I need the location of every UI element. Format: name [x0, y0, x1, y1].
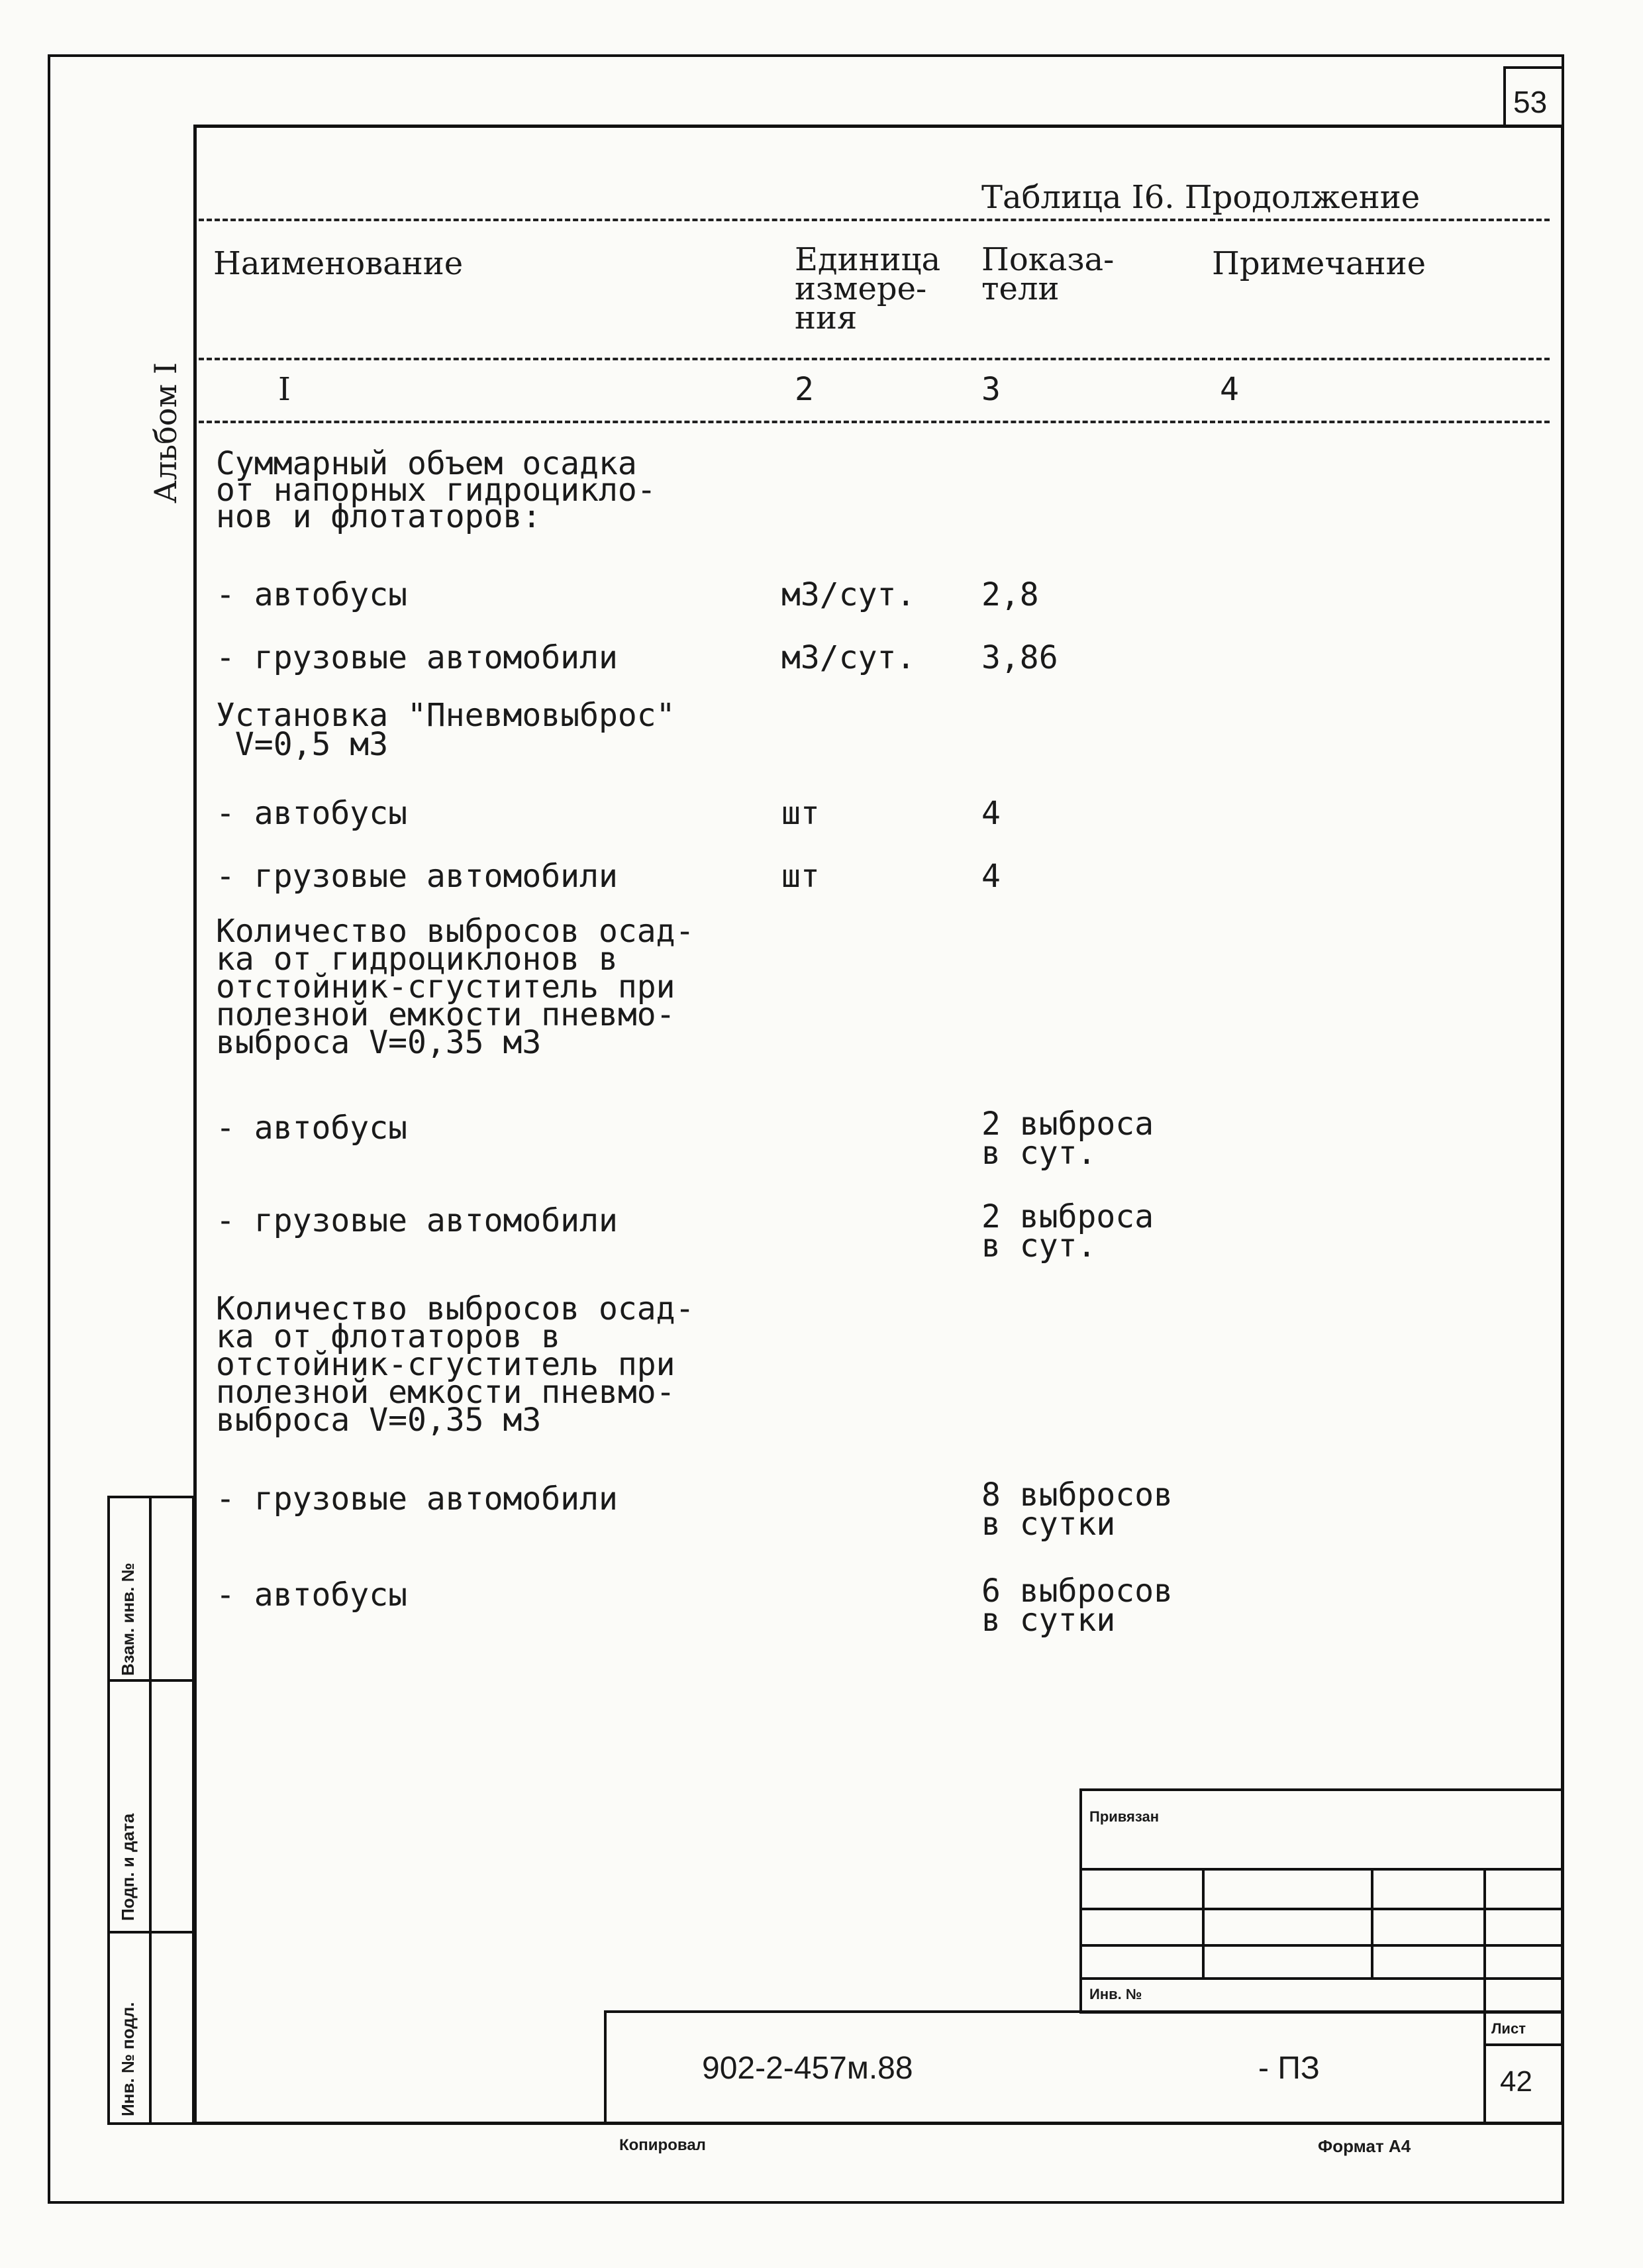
colnum-2: 2 — [795, 371, 814, 408]
colnum-4: 4 — [1220, 371, 1239, 408]
privyazan-h4 — [1079, 1977, 1564, 1980]
row-name-7: - автобусы — [216, 1109, 407, 1147]
row-name-3: Установка "Пневмовыброс" V=0,5 м3 — [216, 697, 675, 763]
privyazan-h2 — [1079, 1908, 1564, 1910]
side-stamp-vzam: Взам. инв. № — [118, 1563, 138, 1676]
row-unit-2: м3/сут. — [781, 639, 916, 676]
sheet-label-divider — [1483, 2043, 1564, 2046]
row-name-9: Количество выбросов осад- ка от флотаторов в отстойник-сгуститель при полезной емкости пневмо- выброса V=0,35 м3 — [216, 1290, 695, 1439]
privyazan-h1 — [1079, 1868, 1564, 1871]
header-bottom-rule — [199, 358, 1550, 360]
row-name-0: Суммарный объем осадка от напорных гидроциклo- нов и флотаторов: — [216, 445, 656, 535]
footer-copied: Копировал — [619, 2136, 706, 2154]
colnum-3: 3 — [981, 371, 1001, 408]
row-value-11: 6 выбросов в сутки — [981, 1572, 1173, 1639]
row-value-4: 4 — [981, 795, 1001, 832]
table-caption: Таблица I6. Продолжение — [981, 179, 1420, 216]
row-name-2: - грузовые автомобили — [216, 639, 618, 676]
row-value-7: 2 выброса в сут. — [981, 1106, 1154, 1172]
inv-no-label: Инв. № — [1089, 1986, 1142, 2002]
row-value-8: 2 выброса в сут. — [981, 1198, 1154, 1264]
row-name-10: - грузовые автомобили — [216, 1480, 618, 1518]
side-stamp-sep-2 — [107, 1931, 195, 1933]
header-name: Наименование — [213, 245, 464, 282]
side-stamp-podp: Подп. и дата — [118, 1813, 138, 1921]
privyazan-label: Привязан — [1089, 1808, 1160, 1825]
sheet-label: Лист — [1491, 2020, 1526, 2037]
row-name-5: - грузовые автомобили — [216, 858, 618, 895]
sheet-value: 42 — [1500, 2065, 1532, 2098]
top-sheet-number: 53 — [1513, 85, 1548, 119]
album-label: Альбом I — [148, 362, 183, 503]
side-stamp-sep-1 — [107, 1679, 195, 1682]
privyazan-v2 — [1371, 1868, 1373, 1977]
row-unit-5: шт — [781, 858, 820, 895]
document-code: 902-2-457м.88 — [702, 2051, 913, 2086]
document-section: - ПЗ — [1258, 2051, 1320, 2086]
header-note: Примечание — [1212, 245, 1426, 282]
header-value: Показа- тели — [981, 241, 1115, 307]
footer-format: Формат А4 — [1318, 2136, 1411, 2156]
header-unit: Единица измере- ния — [795, 241, 941, 336]
privyazan-v1 — [1202, 1868, 1205, 1977]
privyazan-h3 — [1079, 1944, 1564, 1947]
row-value-10: 8 выбросов в сутки — [981, 1476, 1173, 1543]
colnum-1: I — [278, 371, 291, 408]
row-value-1: 2,8 — [981, 576, 1039, 613]
header-top-rule — [199, 219, 1550, 221]
row-name-8: - грузовые автомобили — [216, 1202, 618, 1239]
row-value-2: 3,86 — [981, 639, 1058, 676]
row-name-1: - автобусы — [216, 576, 407, 613]
colnum-bottom-rule — [199, 421, 1550, 423]
row-unit-1: м3/сут. — [781, 576, 916, 613]
side-stamp-divider — [149, 1496, 152, 2125]
row-value-5: 4 — [981, 858, 1001, 895]
row-name-11: - автобусы — [216, 1576, 407, 1614]
side-stamp-invpodl: Инв. № подл. — [118, 2002, 138, 2116]
sheet-col-divider — [1483, 2010, 1486, 2125]
row-name-6: Количество выбросов осад- ка от гидроциклонов в отстойник-сгуститель при полезной емкости пневмо- выброса V=0,35 м3 — [216, 913, 695, 1061]
row-name-4: - автобусы — [216, 795, 407, 832]
privyazan-v3 — [1483, 1868, 1486, 2014]
row-unit-4: шт — [781, 795, 820, 832]
